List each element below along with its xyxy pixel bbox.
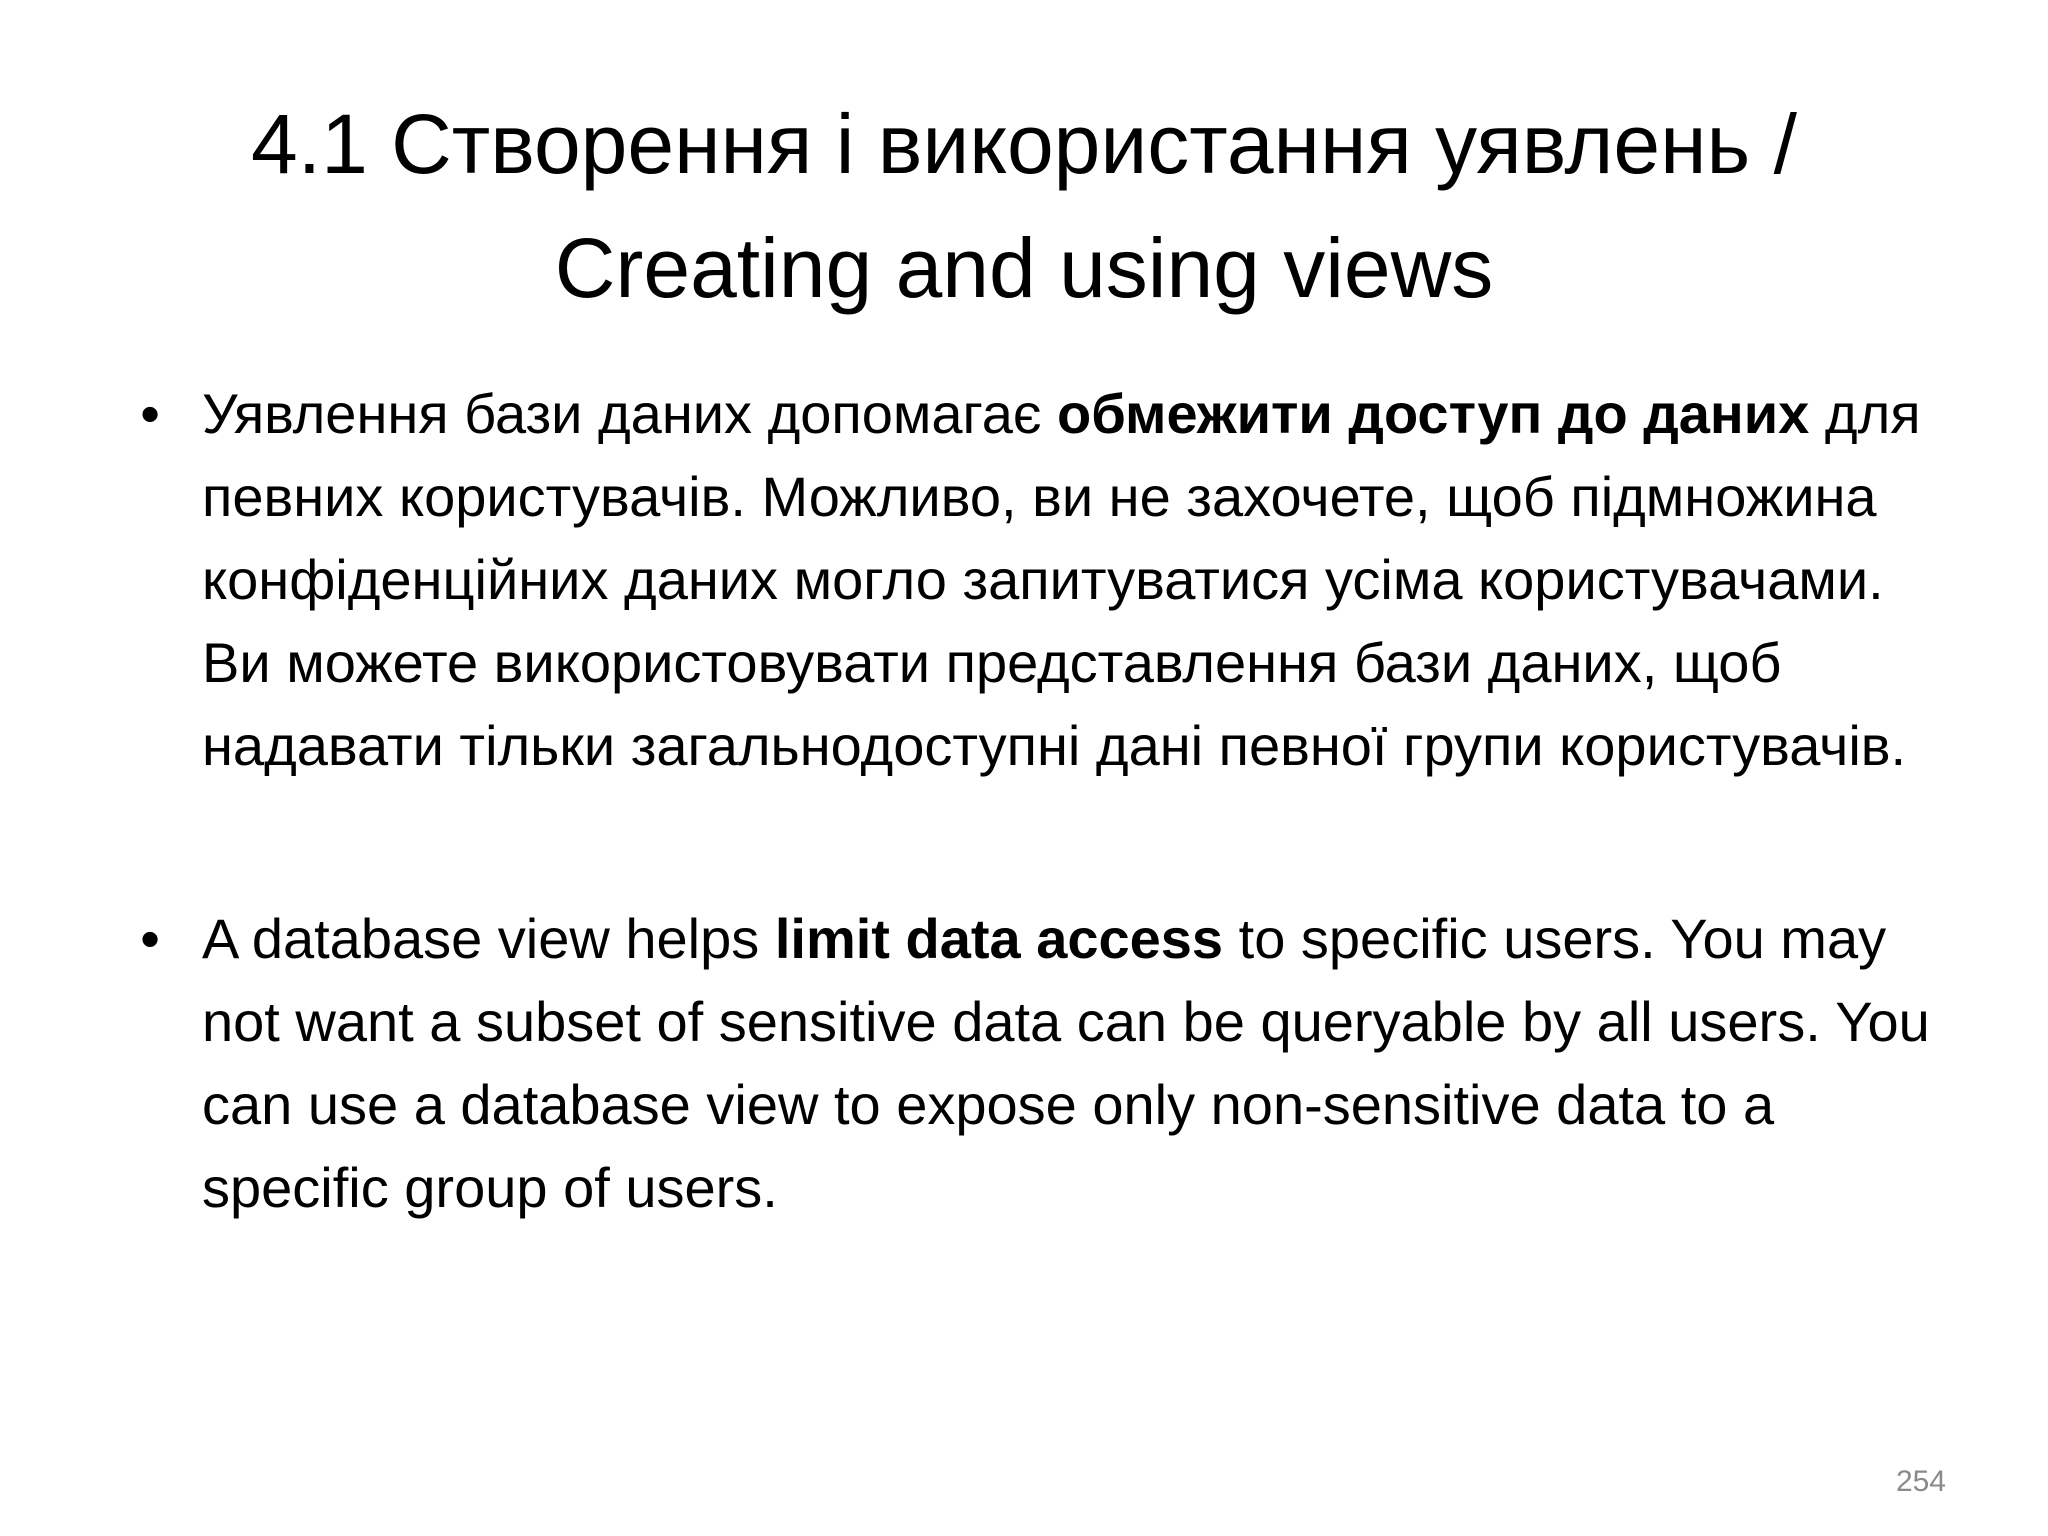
bullet-ukrainian-text — [202, 382, 1921, 777]
page-number: 254 — [1895, 1465, 1946, 1498]
bullet-english-bold-phrase: limit data access — [774, 907, 1224, 970]
slide-title — [100, 82, 1948, 330]
bullet-english-text-after-bold: to specific users. You may not want a subset of sensitive data can be queryable by all users. You can use a database view to expose only non-sensitive data to a specific group of users. — [202, 907, 1930, 1219]
bullet-english — [110, 897, 1950, 1229]
bullet-ukrainian — [110, 372, 1950, 787]
bullet-ukrainian-bold-phrase: обмежити доступ до даних — [1056, 382, 1810, 445]
bullet-english-text — [202, 907, 1930, 1219]
bullet-list — [110, 372, 1950, 1229]
slide-title-line-2: Creating and using views — [554, 221, 1494, 315]
bullet-marker-icon: • — [140, 382, 160, 445]
slide-title-line-1: 4.1 Створення і використання уявлень / — [251, 97, 1797, 191]
bullet-marker-icon: • — [140, 907, 160, 970]
bullet-english-text-before-bold: A database view helps — [202, 907, 775, 970]
bullet-ukrainian-text-after-bold: для певних користувачів. Можливо, ви не захочете, щоб підмножина конфіденційних даних могло запитуватися усіма користувачами. Ви можете використовувати представлення бази даних, щоб надавати тільки загальнодоступні дані певної групи користувачів. — [202, 382, 1921, 777]
bullet-ukrainian-text-before-bold: Уявлення бази даних допомагає — [202, 382, 1057, 445]
